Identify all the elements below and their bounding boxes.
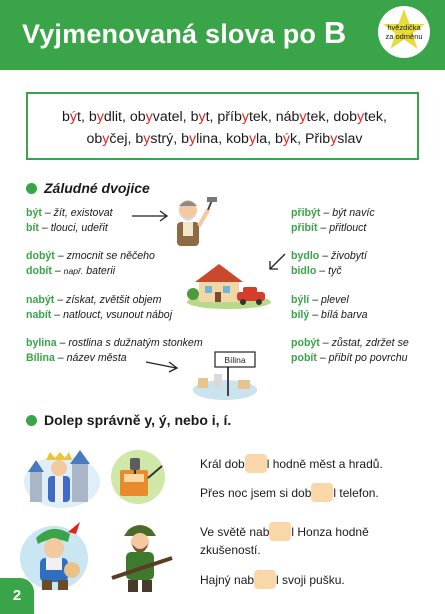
sentence-text: Ve světě nab xyxy=(200,525,270,539)
pair-word: přibít xyxy=(291,222,318,234)
pair-word: pobít xyxy=(291,352,317,364)
bullet-dot xyxy=(26,183,37,194)
pair-definition: – rostlina s dužnatým stonkem xyxy=(56,337,203,349)
pair-row xyxy=(291,206,375,221)
word-part: náb xyxy=(275,109,300,125)
pair-definition: – přibít po povrchu xyxy=(316,352,408,364)
listed-word xyxy=(275,131,305,147)
bullet-dot xyxy=(26,415,37,426)
sentence-text: Král dob xyxy=(200,457,245,471)
word-part: b xyxy=(62,109,70,125)
highlight-letter: ý xyxy=(282,131,290,147)
pair-definition: – xyxy=(51,265,64,277)
letter-blank[interactable] xyxy=(245,454,267,473)
letter-blank[interactable] xyxy=(269,522,291,541)
word-list-line1 xyxy=(28,106,421,128)
word-part: ob xyxy=(86,131,103,147)
listed-word xyxy=(217,109,275,125)
pair-word: dobít xyxy=(26,265,52,277)
pair-word: pobýt xyxy=(291,337,320,349)
pair-definition: – zůstat, zdržet se xyxy=(319,337,409,349)
word-part: tek, xyxy=(248,109,276,125)
pair-row xyxy=(26,206,113,221)
word-part: la, xyxy=(256,131,275,147)
page-number: 2 xyxy=(12,587,22,604)
word-part: strý, xyxy=(150,131,182,147)
listed-word xyxy=(276,109,334,125)
pair-byli xyxy=(291,293,368,323)
pair-row xyxy=(291,293,368,308)
pair-row xyxy=(26,264,155,279)
word-list xyxy=(28,106,421,150)
pair-definition: – přitlouct xyxy=(317,222,367,234)
badge-line2: za odměnu xyxy=(385,32,423,41)
pair-word: bít xyxy=(26,222,39,234)
charger-illustration xyxy=(106,448,170,506)
highlight-letter: y xyxy=(330,131,338,147)
highlight-letter: y xyxy=(145,109,153,125)
word-part: kob xyxy=(226,131,249,147)
pair-dobyt xyxy=(26,249,155,279)
pair-row xyxy=(26,336,203,351)
sentence-text: l hodně měst a hradů. xyxy=(266,457,383,471)
pair-definition: – žít, existovat xyxy=(41,207,113,219)
title-letter: B xyxy=(323,15,347,50)
sentence-text: l telefon. xyxy=(333,486,379,500)
pair-definition: – tlouci, udeřit xyxy=(38,222,108,234)
sentence-line xyxy=(200,483,379,502)
word-part: dob xyxy=(333,109,357,125)
highlight-letter: y xyxy=(96,109,104,125)
listed-word xyxy=(181,131,226,147)
word-part: b xyxy=(274,131,283,147)
listed-word xyxy=(191,109,218,125)
man-hammer-illustration xyxy=(128,196,228,248)
word-part: ob xyxy=(129,109,146,125)
honza-illustration xyxy=(18,520,98,592)
section-heading-pairs xyxy=(26,180,150,196)
pair-definition: – být navíc xyxy=(320,207,375,219)
highlight-letter: ý xyxy=(69,109,77,125)
word-part: k, xyxy=(289,131,305,147)
word-part: t, xyxy=(205,109,218,125)
pair-word: přibýt xyxy=(291,207,321,219)
word-part: čej, xyxy=(109,131,136,147)
pair-definition: – název města xyxy=(54,352,127,364)
word-part: b xyxy=(135,131,144,147)
pair-definition: – živobytí xyxy=(319,250,367,262)
page-title xyxy=(22,15,346,51)
pair-definition: – získat, zvětšit objem xyxy=(54,294,162,306)
title-text: Vyjmenovaná slova po xyxy=(22,19,324,49)
listed-word xyxy=(135,131,181,147)
pair-definition: – tyč xyxy=(316,265,342,277)
pair-definition: baterii xyxy=(83,265,116,277)
pair-definition: – zmocnit se něčeho xyxy=(54,250,155,262)
house-illustration xyxy=(185,258,273,310)
word-part: lina, xyxy=(196,131,227,147)
sentence-line xyxy=(200,522,369,541)
exercise-sentence-3 xyxy=(200,522,369,559)
listed-word xyxy=(130,109,191,125)
listed-word xyxy=(89,109,130,125)
pair-word: nabýt xyxy=(26,294,55,306)
pair-row xyxy=(291,249,367,264)
star-badge xyxy=(378,6,430,58)
exercise-sentence-2 xyxy=(200,483,379,502)
word-part: Přib xyxy=(304,131,331,147)
pair-definition: – natlouct, vsunout náboj xyxy=(51,309,173,321)
pair-word: dobýt xyxy=(26,250,55,262)
letter-blank[interactable] xyxy=(254,570,276,589)
pair-pribyt xyxy=(291,206,375,236)
highlight-letter: y xyxy=(299,109,307,125)
sentence-line: zkušeností. xyxy=(200,543,261,557)
pair-definition: – plevel xyxy=(309,294,349,306)
word-list-line2 xyxy=(28,128,421,150)
pair-word: bydlo xyxy=(291,250,320,262)
pair-row xyxy=(26,308,172,323)
pair-row xyxy=(26,221,113,236)
word-list-box xyxy=(26,92,419,160)
listed-word xyxy=(305,131,363,147)
sentence-text: l Honza hodně xyxy=(291,525,369,539)
pair-word: bidlo xyxy=(291,265,317,277)
exercise-sentence-1 xyxy=(200,454,383,473)
word-part: příb xyxy=(217,109,242,125)
highlight-letter: y xyxy=(198,109,206,125)
section-title: Dolep správně y, ý, nebo i, í. xyxy=(44,412,232,428)
listed-word xyxy=(333,109,387,125)
pair-word: býlí xyxy=(291,294,310,306)
word-part: vatel, xyxy=(152,109,191,125)
sentence-text: Hajný nab xyxy=(200,573,255,587)
sign-text: Bílina xyxy=(224,355,246,365)
section-title: Záludné dvojice xyxy=(44,180,150,196)
word-part: t, xyxy=(77,109,89,125)
sentence-line xyxy=(200,454,383,473)
word-part: tek, xyxy=(306,109,334,125)
pair-word: bílý xyxy=(291,309,310,321)
pair-row xyxy=(291,351,409,366)
pair-bydlo xyxy=(291,249,367,279)
pair-nabyt xyxy=(26,293,172,323)
word-part: b xyxy=(181,131,190,147)
letter-blank[interactable] xyxy=(311,483,333,502)
bilina-sign-illustration xyxy=(140,350,260,402)
hunter-illustration xyxy=(106,520,178,594)
pair-row xyxy=(291,308,368,323)
highlight-letter: y xyxy=(241,109,249,125)
pair-note: např. xyxy=(63,266,84,276)
highlight-letter: y xyxy=(248,131,257,147)
header-bar xyxy=(0,0,445,70)
badge-label xyxy=(378,23,430,41)
word-part: b xyxy=(190,109,199,125)
pair-definition: – bílá barva xyxy=(309,309,368,321)
listed-word xyxy=(86,131,135,147)
pair-word: nabít xyxy=(26,309,52,321)
pair-row xyxy=(26,249,155,264)
highlight-letter: y xyxy=(143,131,151,147)
highlight-letter: y xyxy=(189,131,197,147)
pair-byt xyxy=(26,206,113,236)
pair-word: bylina xyxy=(26,337,57,349)
king-illustration xyxy=(22,448,102,510)
pair-row xyxy=(291,264,367,279)
word-part: tek, xyxy=(364,109,387,125)
listed-word xyxy=(62,109,89,125)
exercise-sentence-4 xyxy=(200,570,345,589)
pair-word: být xyxy=(26,207,42,219)
listed-word xyxy=(226,131,275,147)
badge-line1: hvězdička xyxy=(387,23,421,32)
highlight-letter: y xyxy=(102,131,110,147)
pair-pobyt xyxy=(291,336,409,366)
page-number-tab xyxy=(0,578,34,614)
pair-row xyxy=(291,336,409,351)
pair-row xyxy=(291,221,375,236)
sentence-text: l svoji pušku. xyxy=(276,573,345,587)
word-part: dlit, xyxy=(103,109,130,125)
pair-word: Bílina xyxy=(26,352,55,364)
section-heading-exercise xyxy=(26,412,231,428)
pair-row xyxy=(26,293,172,308)
word-part: slav xyxy=(337,131,363,147)
sentence-text: Přes noc jsem si dob xyxy=(200,486,312,500)
sentence-line xyxy=(200,570,345,589)
word-part: b xyxy=(88,109,97,125)
highlight-letter: y xyxy=(357,109,365,125)
